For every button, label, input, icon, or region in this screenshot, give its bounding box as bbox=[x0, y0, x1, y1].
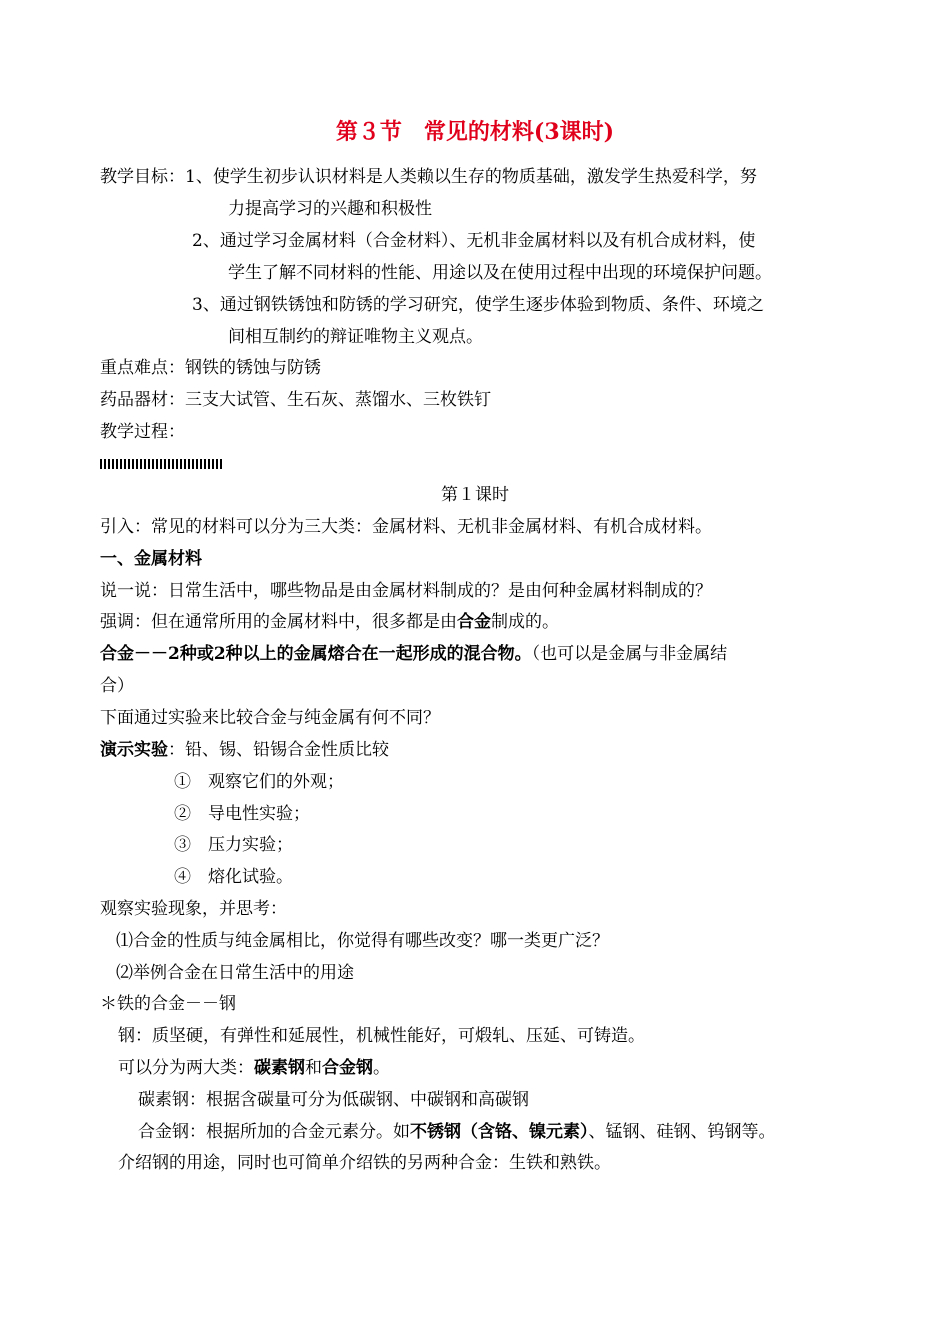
alloy-steel-post: 、锰钢、硅钢、钨钢等。 bbox=[588, 1122, 776, 1142]
materials-list: 药品器材：三支大试管、生石灰、蒸馏水、三枚铁钉 bbox=[100, 390, 491, 410]
emphasis-line bbox=[100, 611, 559, 633]
observe-prompt: 观察实验现象，并思考： bbox=[100, 899, 287, 919]
question-2: ⑵举例合金在日常生活中的用途 bbox=[116, 963, 354, 983]
step-item: ② 导电性实验； bbox=[174, 804, 310, 824]
lesson-1-heading: 第１课时 bbox=[441, 485, 509, 505]
alloy-definition bbox=[100, 643, 727, 665]
step-item: ① 观察它们的外观； bbox=[174, 772, 344, 792]
intro-text: 引入：常见的材料可以分为三大类：金属材料、无机非金属材料、有机合成材料。 bbox=[100, 517, 712, 537]
steel-types-and: 和 bbox=[305, 1058, 322, 1078]
demo-experiment bbox=[100, 739, 389, 761]
emphasis-post: 制成的。 bbox=[491, 612, 559, 632]
alloy-steel-term: 合金钢 bbox=[322, 1058, 373, 1078]
alloy-definition-note: （也可以是金属与非金属结 bbox=[531, 644, 728, 664]
page-title: 第３节 常见的材料(3课时) bbox=[335, 119, 615, 145]
steel-description: 钢：质坚硬，有弹性和延展性，机械性能好，可煅轧、压延、可铸造。 bbox=[118, 1026, 645, 1046]
steel-uses-intro: 介绍钢的用途，同时也可简单介绍铁的另两种合金：生铁和熟铁。 bbox=[118, 1153, 611, 1173]
objectives-line-5: 3、通过钢铁锈蚀和防锈的学习研究，使学生逐步体验到物质、条件、环境之 bbox=[192, 295, 764, 315]
demo-description: ：铅、锡、铅锡合金性质比较 bbox=[168, 740, 389, 760]
objectives-line-3: 2、通过学习金属材料（合金材料）、无机非金属材料以及有机合成材料，使 bbox=[192, 231, 756, 251]
stainless-steel-term: 不锈钢（含铬、镍元素） bbox=[410, 1122, 589, 1142]
alloy-steel-pre: 合金钢：根据所加的合金元素分。如 bbox=[138, 1122, 410, 1142]
alloy-steel-description bbox=[138, 1121, 776, 1143]
compare-question: 下面通过实验来比较合金与纯金属有何不同？ bbox=[100, 708, 440, 728]
demo-label: 演示实验 bbox=[100, 740, 168, 760]
say-prompt: 说一说：日常生活中，哪些物品是由金属材料制成的？是由何种金属材料制成的？ bbox=[100, 581, 712, 601]
steel-types bbox=[118, 1057, 390, 1079]
step-item: ④ 熔化试验。 bbox=[174, 867, 293, 887]
section-metal-materials: 一、金属材料 bbox=[100, 549, 202, 569]
steel-types-end: 。 bbox=[373, 1058, 390, 1078]
steel-types-pre: 可以分为两大类： bbox=[118, 1058, 254, 1078]
carbon-steel-term: 碳素钢 bbox=[254, 1058, 305, 1078]
alloy-definition-bold: 合金－－2种或2种以上的金属熔合在一起形成的混合物。 bbox=[100, 644, 532, 664]
key-points: 重点难点：钢铁的锈蚀与防锈 bbox=[100, 358, 321, 378]
emphasis-pre: 强调：但在通常所用的金属材料中，很多都是由 bbox=[100, 612, 457, 632]
carbon-steel-description: 碳素钢：根据含碳量可分为低碳钢、中碳钢和高碳钢 bbox=[138, 1090, 529, 1110]
objectives-line-6: 间相互制约的辩证唯物主义观点。 bbox=[228, 327, 483, 347]
iron-alloy-heading: ＊铁的合金－－钢 bbox=[100, 994, 236, 1014]
emphasis-bold: 合金 bbox=[457, 612, 491, 632]
alloy-definition-note-end: 合） bbox=[100, 676, 134, 696]
step-item: ③ 压力实验； bbox=[174, 835, 293, 855]
barcode-mark bbox=[100, 459, 222, 469]
objectives-label: 教学目标： bbox=[100, 167, 185, 187]
objectives-line-1 bbox=[100, 166, 757, 188]
objective-1-text: 1、使学生初步认识材料是人类赖以生存的物质基础，激发学生热爱科学，努 bbox=[185, 167, 757, 187]
objectives-line-2: 力提高学习的兴趣和积极性 bbox=[228, 199, 432, 219]
objectives-line-4: 学生了解不同材料的性能、用途以及在使用过程中出现的环境保护问题。 bbox=[228, 263, 772, 283]
question-1: ⑴合金的性质与纯金属相比，你觉得有哪些改变？哪一类更广泛？ bbox=[116, 931, 609, 951]
teaching-process-label: 教学过程： bbox=[100, 422, 185, 442]
